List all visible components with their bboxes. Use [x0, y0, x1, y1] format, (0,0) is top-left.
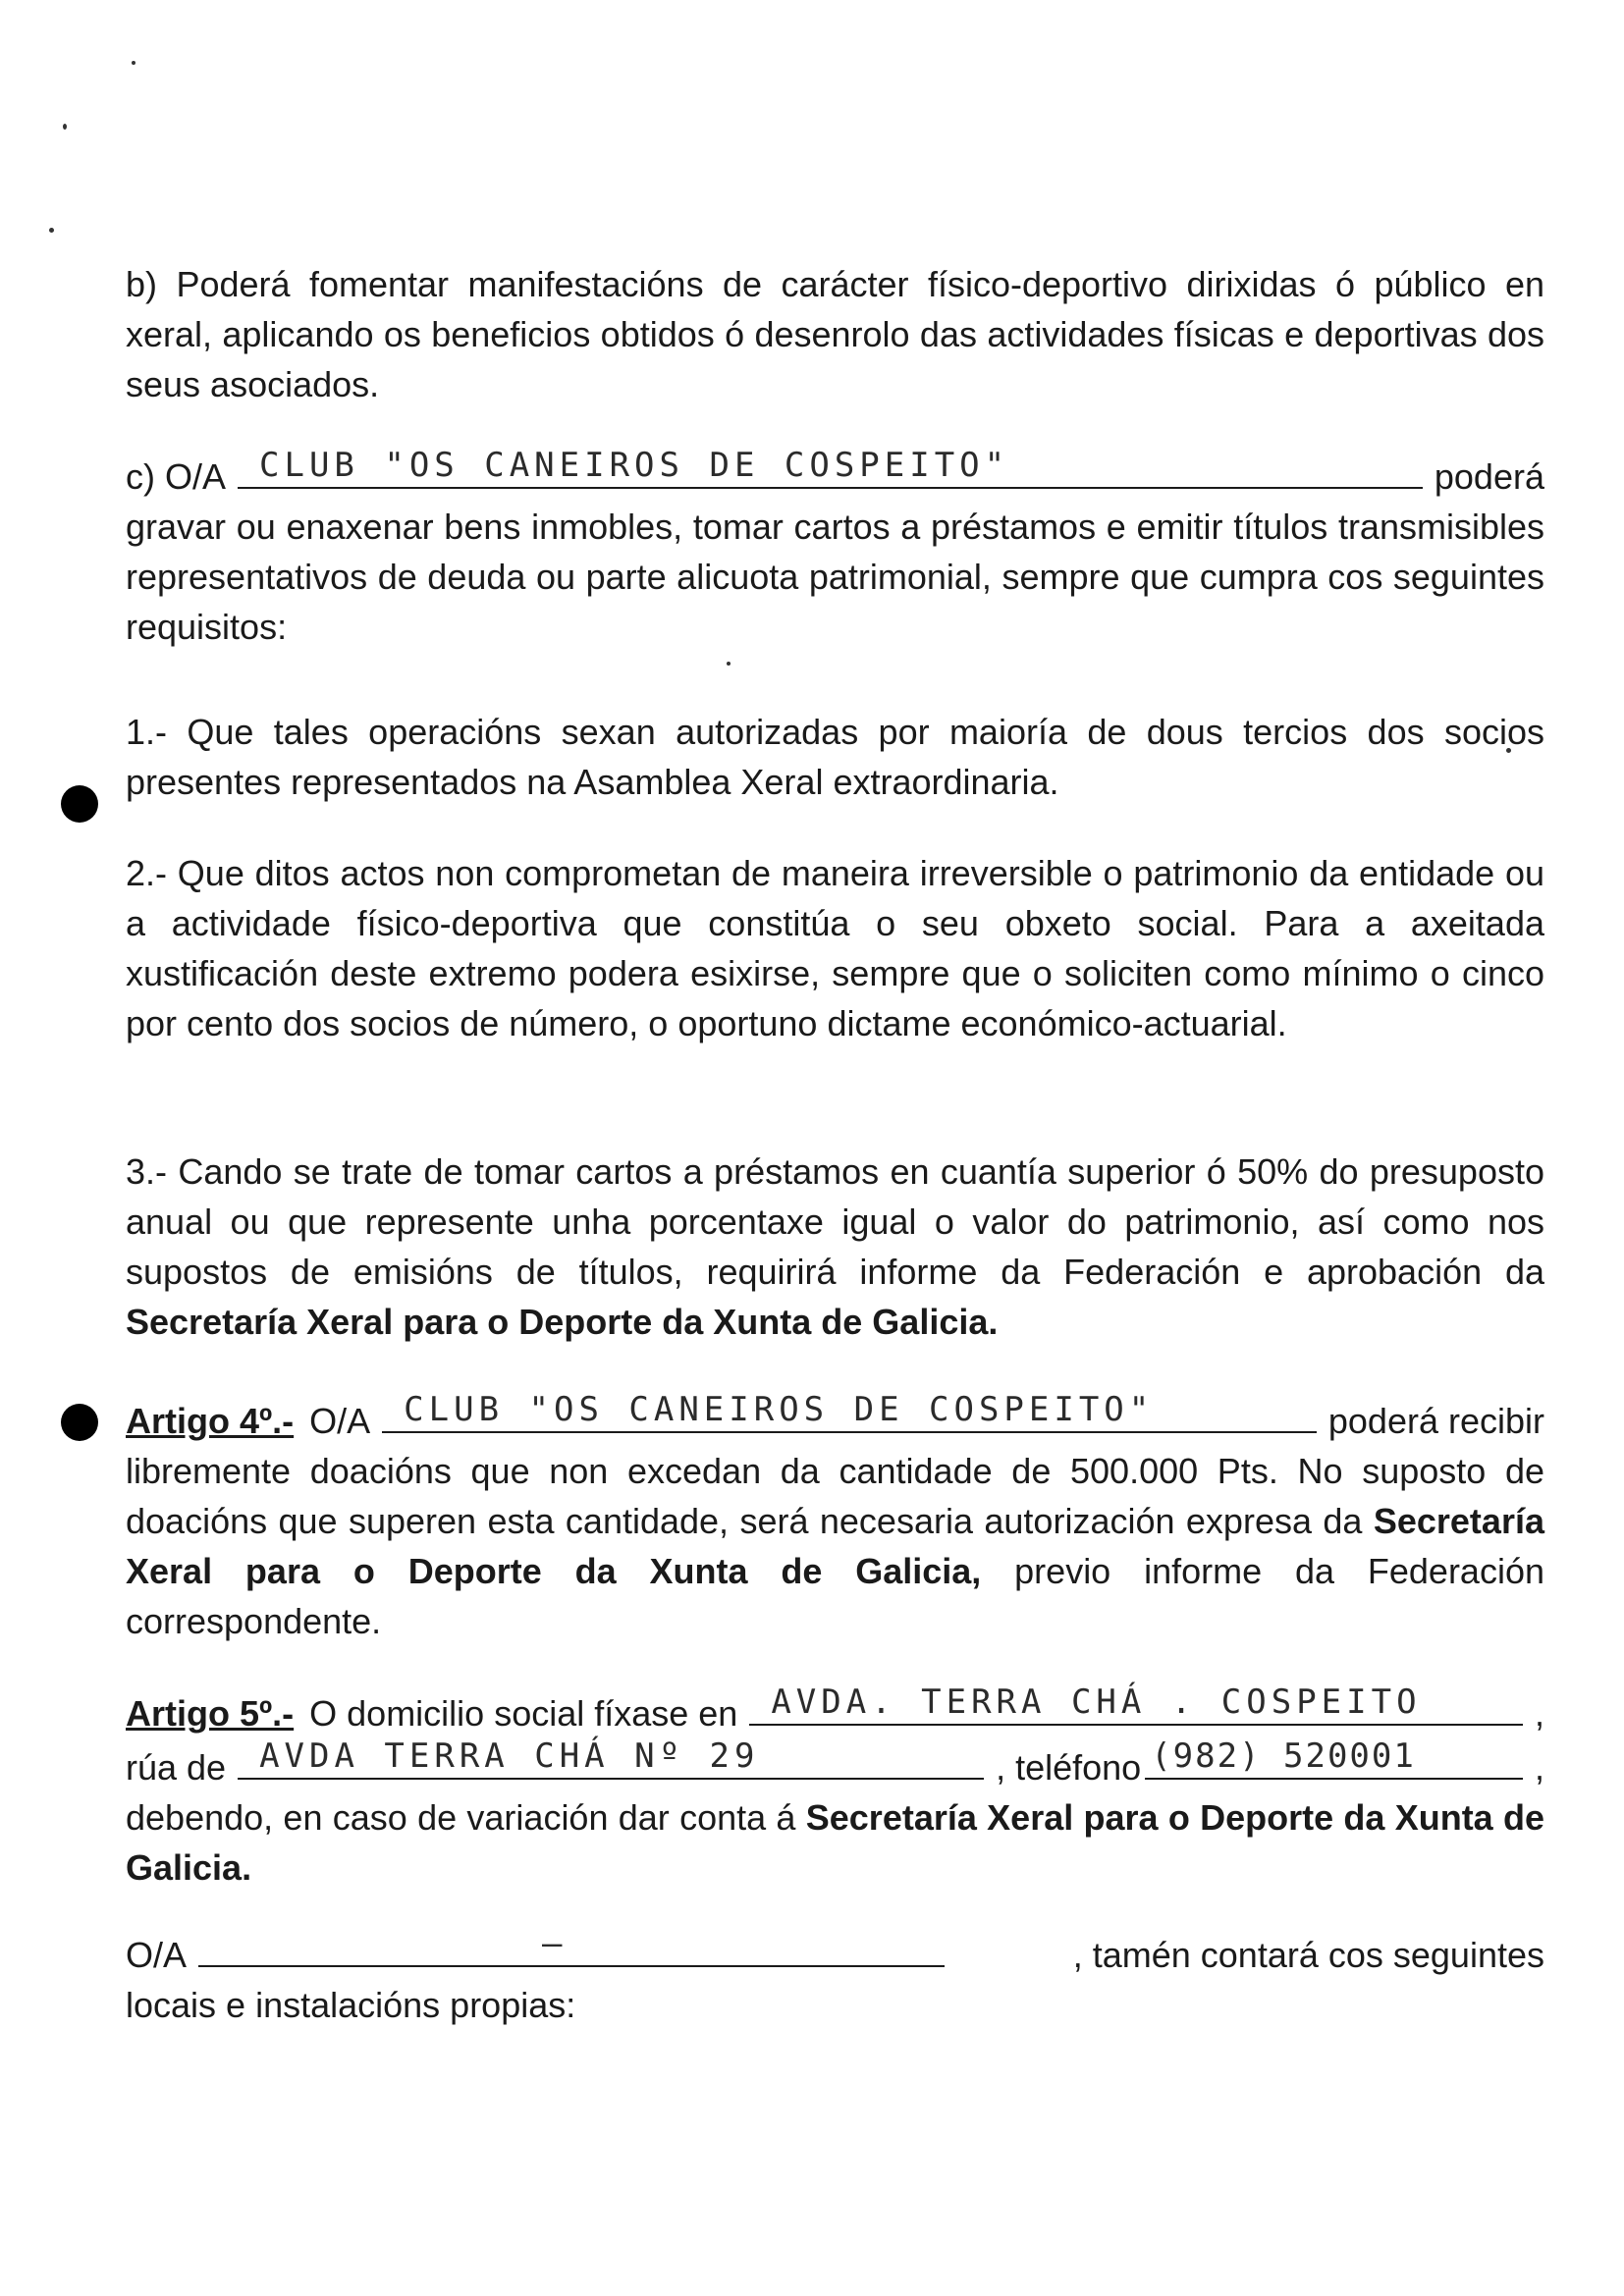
scan-speck	[727, 662, 731, 666]
artigo-4-bold: Secretaría Xeral para o Deporte da Xunta de Galicia,	[126, 1501, 1544, 1591]
scan-speck	[63, 124, 67, 130]
location-blank	[749, 1684, 1523, 1726]
paragraph-c-suffix: poderá	[1434, 456, 1544, 497]
artigo-5-label: Artigo 5º.-	[126, 1693, 295, 1734]
closing-blank	[198, 1926, 945, 1967]
artigo-5-bold: Secretaría Xeral para o Deporte da Xunta de Galicia.	[126, 1797, 1544, 1888]
requirement-3-text: 3.- Cando se trate de tomar cartos a préstamos en cuantía superior ó 50% do presuposto anual ou que represente unha porcentaxe igual o valor do patrimonio, así como nos supostos de emisións de títulos, requirirá informe da Federación e aprobación da	[126, 1151, 1544, 1292]
artigo-4	[126, 1392, 1544, 1646]
paragraph-c	[126, 448, 1544, 652]
artigo-4-body	[126, 1446, 1544, 1646]
requirement-2-text: 2.- Que ditos actos non comprometan de maneira irreversible o patrimonio da entidade ou a actividade físico-deportiva que constitúa o seu obxeto social. Para a axeitada xustificación deste extremo podera esixirse, sempre que o soliciten como mínimo o cinco por cento dos socios de número, o oportuno dictame económico-actuarial.	[126, 853, 1544, 1043]
artigo-4-first-line	[126, 1392, 1544, 1446]
paragraph-b-text: b) Poderá fomentar manifestacións de carácter físico-deportivo dirixidas ó público en xeral, aplicando os beneficios obtidos ó desenrolo das actividades físicas e deportivas dos seus asociados.	[126, 264, 1544, 404]
paragraph-b	[126, 259, 1544, 409]
artigo-5-body	[126, 1792, 1544, 1893]
closing-handwritten-dash: —	[542, 1924, 568, 1963]
artigo-4-text-1: libremente doacións que non excedan da cantidade de 500.000 Pts. No suposto de doacións que superen esta cantidade, será necesaria autorización expresa da	[126, 1451, 1544, 1541]
artigo-5-text: debendo, en caso de variación dar conta á	[126, 1797, 796, 1838]
bullet-hole-1	[61, 785, 98, 823]
artigo-5-second-line	[126, 1738, 1544, 1792]
paragraph-c-first-line	[126, 448, 1544, 502]
location-handwritten: AVDA. TERRA CHÁ . COSPEITO	[771, 1682, 1422, 1722]
artigo-5-comma-2: ,	[1534, 1747, 1544, 1788]
artigo-4-label: Artigo 4º.-	[126, 1401, 295, 1441]
street-label: rúa de	[126, 1747, 227, 1788]
artigo-4-suffix: poderá recibir	[1327, 1401, 1544, 1441]
artigo-5-first-line	[126, 1684, 1544, 1738]
club-name-blank-c	[238, 448, 1423, 489]
requirement-2	[126, 848, 1544, 1048]
phone-blank	[1145, 1738, 1523, 1780]
club-name-handwritten-4: CLUB "OS CANEIROS DE COSPEITO"	[404, 1390, 1155, 1429]
artigo-5	[126, 1684, 1544, 1893]
closing-rest: locais e instalacións propias:	[126, 1985, 576, 2025]
paragraph-c-prefix: c) O/A	[126, 456, 227, 497]
street-handwritten: AVDA TERRA CHÁ Nº 29	[259, 1736, 760, 1776]
scan-speck	[49, 228, 54, 233]
phone-label: , teléfono	[996, 1747, 1142, 1788]
closing-prefix: O/A	[126, 1935, 188, 1975]
closing-first-line	[126, 1926, 1544, 1980]
bullet-hole-2	[61, 1404, 98, 1441]
closing-suffix: , tamén contará cos seguintes	[1072, 1935, 1544, 1975]
requirement-3	[126, 1147, 1544, 1347]
artigo-4-text-2: previo informe da Federación correspondente.	[126, 1551, 1544, 1641]
artigo-5-intro: O domicilio social fíxase en	[309, 1693, 738, 1734]
artigo-5-comma-1: ,	[1534, 1693, 1544, 1734]
requirement-1	[126, 707, 1544, 807]
closing-paragraph	[126, 1926, 1544, 2030]
club-name-blank-4	[382, 1392, 1317, 1433]
phone-handwritten: (982) 520001	[1151, 1736, 1416, 1776]
paragraph-c-rest: gravar ou enaxenar bens inmobles, tomar cartos a préstamos e emitir títulos transmisibles representativos de deuda ou parte alicuota patrimonial, sempre que cumpra cos seguintes requisitos:	[126, 507, 1544, 647]
scan-speck	[132, 61, 135, 65]
requirement-3-bold: Secretaría Xeral para o Deporte da Xunta de Galicia.	[126, 1302, 999, 1342]
street-blank	[238, 1738, 984, 1780]
requirement-1-text: 1.- Que tales operacións sexan autorizadas por maioría de dous tercios dos socios presentes representados na Asamblea Xeral extraordinaria.	[126, 712, 1544, 802]
artigo-4-prefix: O/A	[309, 1401, 371, 1441]
club-name-handwritten-c: CLUB "OS CANEIROS DE COSPEITO"	[259, 446, 1010, 485]
